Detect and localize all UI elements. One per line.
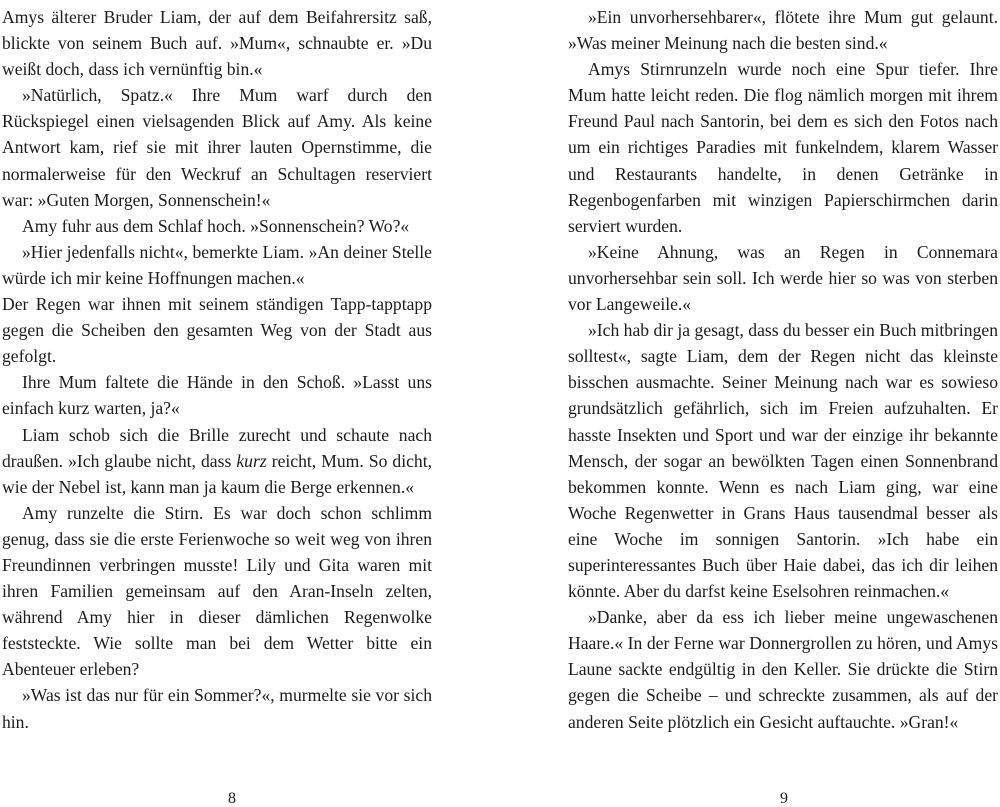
paragraph: »Natürlich, Spatz.« Ihre Mum warf durch den Rückspiegel einen vielsagenden Blick auf Amy. Als keine Antwort kam, rief sie mit ihrer lauten Opernstimme, die normalerweise für den Weckruf an Schultagen reserviert war: »Guten Morgen, Sonnenschein!« bbox=[2, 85, 432, 210]
paragraph: »Danke, aber da ess ich lieber meine ungewaschenen Haare.« In der Ferne war Donnergrollen zu hören, und Amys Laune sackte endgültig in den Keller. Sie drückte die Stirn gegen die Scheibe – und schreckte zusammen, als auf der anderen Seite plötzlich ein Gesicht auftauchte. »Gran!« bbox=[568, 607, 998, 732]
left-page bbox=[2, 4, 433, 807]
paragraph-text: reicht, Mum. So dicht, wie der Nebel ist, kann man ja kaum die Berge erkennen.« bbox=[2, 450, 433, 497]
paragraph: »Ich hab dir ja gesagt, dass du besser ein Buch mitbringen solltest«, sagte Liam, dem der Regen nicht das kleinste bisschen ausmachte. Seiner Meinung nach war es sowieso grundsätzlich gefährlich, sich im Freien aufzuhalten. Er hasste Insekten und Sport und war der einzige ihr bekannte Mensch, der sogar an bewölkten Tagen einen Sonnenbrand bekommen konnte. Wenn es nach Liam ging, war eine Woche Regenwetter in Grans Haus tausendmal besser als eine Woche im sonnigen Santorin. »Ich habe ein superinteressantes Buch über Haie dabei, das ich dir leihen könnte. Aber du darfst keine Eselsohren reinmachen.« bbox=[568, 320, 998, 602]
paragraph: Der Regen war ihnen mit seinem ständigen Tapp-tapptapp gegen die Scheiben den gesamten Weg von der Stadt aus gefolgt. bbox=[2, 294, 432, 367]
paragraph: Amy runzelte die Stirn. Es war doch schon schlimm genug, dass sie die erste Ferienwoche so weit weg von ihren Freundinnen verbringen musste! Lily und Gita waren mit ihren Familien gemeinsam auf den Aran-Inseln zelten, während Amy hier in dieser dämlichen Regenwolke feststeckte. Wie sollte man bei dem Wetter bitte ein Abenteuer erleben? bbox=[2, 502, 432, 680]
paragraph: Amy fuhr aus dem Schlaf hoch. »Sonnenschein? Wo?« bbox=[22, 215, 410, 236]
left-page-text bbox=[2, 4, 432, 735]
paragraph: »Hier jedenfalls nicht«, bemerkte Liam. »An deiner Stelle würde ich mir keine Hoffnungen machen.« bbox=[2, 241, 432, 288]
paragraph: »Was ist das nur für ein Sommer?«, murmelte sie vor sich hin. bbox=[2, 685, 432, 732]
paragraph bbox=[2, 422, 432, 500]
page-number: 8 bbox=[228, 790, 236, 807]
paragraph: »Keine Ahnung, was an Regen in Connemara unvorhersehbar sein soll. Ich werde hier so was von sterben vor Langeweile.« bbox=[568, 241, 998, 315]
emphasis-text: kurz bbox=[236, 450, 267, 471]
right-page-text bbox=[568, 4, 998, 735]
paragraph: Amys älterer Bruder Liam, der auf dem Beifahrersitz saß, blickte von seinem Buch auf. »Mum«, schnaubte er. »Du weißt doch, dass ich vernünftig bin.« bbox=[2, 7, 432, 80]
paragraph-text: Liam schob sich die Brille zurecht und schaute nach draußen. »Ich glaube nicht, dass bbox=[2, 424, 432, 471]
paragraph: Amys Stirnrunzeln wurde noch eine Spur tiefer. Ihre Mum hatte leicht reden. Die flog nämlich morgen mit ihrem Freund Paul nach Santorin, bei dem es sich den Fotos nach um ein richtiges Paradies mit funkelndem, klarem Wasser und Restaurants handelte, in denen Getränke in Regenbogenfarben mit winzigen Papierschirmchen darin serviert wurden. bbox=[568, 59, 998, 236]
paragraph: Ihre Mum faltete die Hände in den Schoß. »Lasst uns einfach kurz warten, ja?« bbox=[2, 372, 432, 419]
paragraph: »Ein unvorhersehbarer«, flötete ihre Mum gut gelaunt. »Was meiner Meinung nach die besten sind.« bbox=[568, 7, 998, 54]
right-page bbox=[568, 4, 998, 807]
page-number: 9 bbox=[780, 790, 788, 807]
